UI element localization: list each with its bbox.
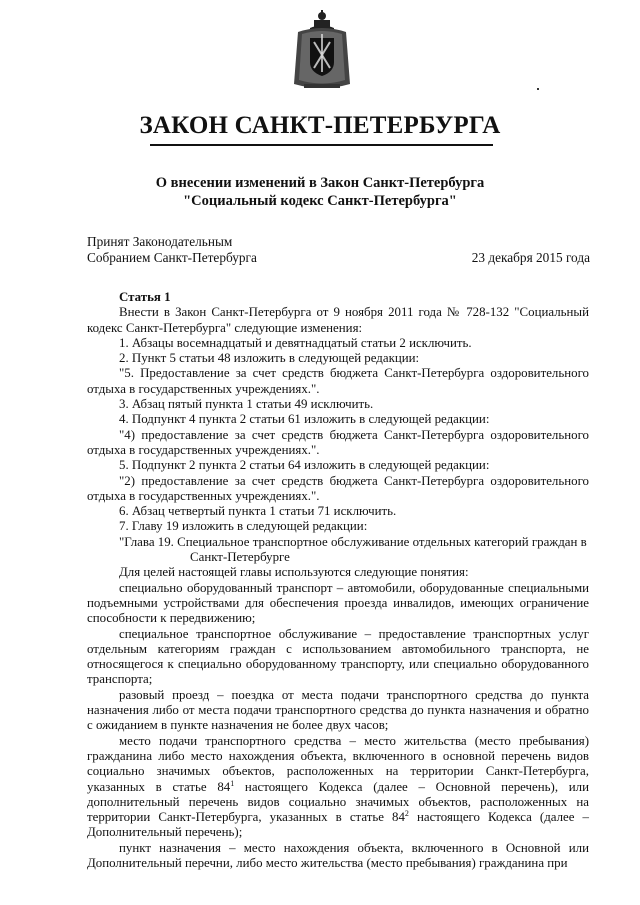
amendment-item: "5. Предоставление за счет средств бюджета Санкт-Петербурга оздоровительного отдыха в государственных учреждениях.". — [87, 366, 589, 396]
definition-text: настоящего Кодекса (далее – Дополнительный перечень); — [87, 810, 589, 840]
amendment-item: 1. Абзацы восемнадцатый и девятнадцатый статьи 2 исключить. — [119, 335, 472, 350]
amendment-item: 6. Абзац четвертый пункта 1 статьи 71 исключить. — [119, 504, 397, 519]
definition-paragraph — [87, 734, 589, 841]
adoption-date: 23 декабря 2015 года — [471, 250, 590, 265]
definition-paragraph: специально оборудованный транспорт – автомобили, оборудованные специальными подъемными устройствами для обеспечения проезда инвалидов, имеющих ограничение способности к передвижению; — [87, 580, 589, 626]
amendment-item: 2. Пункт 5 статьи 48 изложить в следующей редакции: — [119, 351, 420, 366]
article-heading: Статья 1 — [119, 290, 171, 304]
amendment-item: 3. Абзац пятый пункта 1 статьи 49 исключить. — [119, 397, 374, 412]
definition-paragraph: разовый проезд – поездка от места подачи транспортного средства до пункта назначения либо от места подачи транспортного средства до пункта назначения и обратно с ожиданием в пункте назначения не более двух часов; — [87, 687, 589, 733]
definition-paragraph: специальное транспортное обслуживание – предоставление транспортных услуг отдельным категориям граждан с использованием автомобильного транспорта, не относящегося к специально оборудованному транспорту, или специально оборудованного транспорта; — [87, 626, 589, 687]
footnote-superscript: 1 — [230, 778, 235, 788]
footnote-superscript: 2 — [404, 809, 409, 819]
title-underline — [150, 144, 493, 146]
adopted-line-2: Собранием Санкт-Петербурга — [87, 250, 257, 265]
amendment-item: "2) предоставление за счет средств бюджета Санкт-Петербурга оздоровительного отдыха в государственных учреждениях.". — [87, 473, 589, 503]
law-body — [87, 290, 589, 871]
subject-line-2: "Социальный кодекс Санкт-Петербурга" — [183, 193, 457, 209]
st-petersburg-coat-of-arms-icon — [290, 10, 354, 92]
definition-paragraph: пункт назначения – место нахождения объекта, включенного в Основной или Дополнительный перечни, либо место жительства (место пребывания) гражданина при — [87, 840, 589, 870]
adoption-note — [87, 234, 257, 266]
amendment-item: 4. Подпункт 4 пункта 2 статьи 61 изложить в следующей редакции: — [119, 412, 490, 427]
adopted-line-1: Принят Законодательным — [87, 234, 233, 249]
scan-dot — [537, 88, 539, 90]
amendment-item: "4) предоставление за счет средств бюджета Санкт-Петербурга оздоровительного отдыха в государственных учреждениях.". — [87, 427, 589, 457]
definition-text: настоящего Кодекса (далее – Основной перечень), или дополнительный перечень видов социально значимых объектов, расположенных на территории Санкт-Петербурга, указанных в статье 84 — [87, 779, 589, 825]
law-title: ЗАКОН САНКТ-ПЕТЕРБУРГА — [139, 112, 501, 139]
article-intro: Внести в Закон Санкт-Петербурга от 9 ноября 2011 года № 728-132 "Социальный кодекс Санкт-Петербурга" следующие изменения: — [87, 305, 589, 335]
definition-text: место подачи транспортного средства – место жительства (место пребывания) гражданина либо место нахождения объекта, включенного в основной перечень видов социально значимых объектов, расположенных на территории Санкт-Петербурга, указанных в статье 84 — [87, 733, 589, 794]
law-subject — [0, 174, 640, 210]
amendment-item: 5. Подпункт 2 пункта 2 статьи 64 изложить в следующей редакции: — [119, 458, 490, 473]
chapter-title: "Глава 19. Специальное транспортное обслуживание отдельных категорий граждан в Санкт-Петербурге — [119, 534, 587, 565]
definitions-intro: Для целей настоящей главы используются следующие понятия: — [119, 565, 469, 580]
subject-line-1: О внесении изменений в Закон Санкт-Петербурга — [155, 175, 485, 191]
amendment-item: 7. Главу 19 изложить в следующей редакции: — [119, 519, 368, 534]
